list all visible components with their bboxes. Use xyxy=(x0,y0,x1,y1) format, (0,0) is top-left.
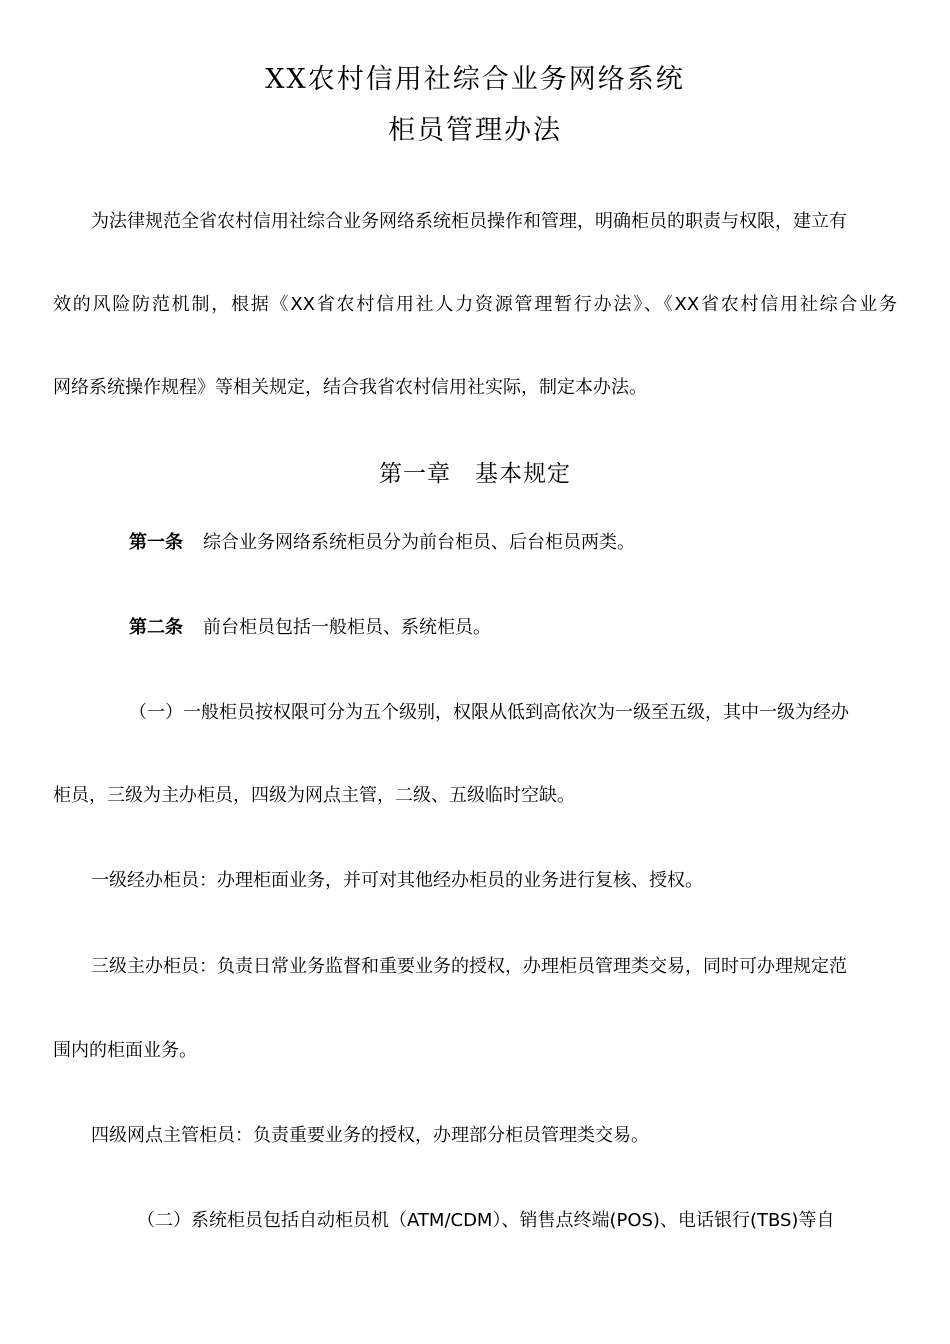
document-title-line2: 柜员管理办法 xyxy=(388,115,562,146)
preamble-line-1: 为法律规范全省农村信用社综合业务网络系统柜员操作和管理，明确柜员的职责与权限，建立有 xyxy=(91,211,847,232)
document-title-line1: XX农村信用社综合业务网络系统 xyxy=(265,64,685,95)
preamble-line-2: 效的风险防范机制，根据《XX省农村信用社人力资源管理暂行办法》、《XX省农村信用社综合业务 xyxy=(53,294,897,315)
article-1 xyxy=(129,528,635,554)
article-2-text: 前台柜员包括一般柜员、系统柜员。 xyxy=(203,617,491,638)
level-4-description: 四级网点主管柜员：负责重要业务的授权，办理部分柜员管理类交易。 xyxy=(91,1125,649,1146)
level-1-description: 一级经办柜员：办理柜面业务，并可对其他经办柜员的业务进行复核、授权。 xyxy=(91,870,703,891)
article-2 xyxy=(129,613,491,639)
level-3-line-1: 三级主办柜员：负责日常业务监督和重要业务的授权，办理柜员管理类交易，同时可办理规定范 xyxy=(91,956,847,977)
article-1-text: 综合业务网络系统柜员分为前台柜员、后台柜员两类。 xyxy=(203,532,635,553)
preamble-line-3: 网络系统操作规程》等相关规定，结合我省农村信用社实际，制定本办法。 xyxy=(53,377,647,398)
item-1-line-1: （一）一般柜员按权限可分为五个级别，权限从低到高依次为一级至五级，其中一级为经办 xyxy=(129,702,849,723)
article-2-label: 第二条 xyxy=(129,617,183,638)
chapter-heading: 第一章 基本规定 xyxy=(379,461,571,487)
level-3-line-2: 围内的柜面业务。 xyxy=(53,1040,197,1061)
item-2-line-1: （二）系统柜员包括自动柜员机（ATM/CDM）、销售点终端(POS)、电话银行(TBS)等自 xyxy=(137,1210,835,1231)
article-1-label: 第一条 xyxy=(129,532,183,553)
item-1-line-2: 柜员，三级为主办柜员，四级为网点主管，二级、五级临时空缺。 xyxy=(53,785,575,806)
